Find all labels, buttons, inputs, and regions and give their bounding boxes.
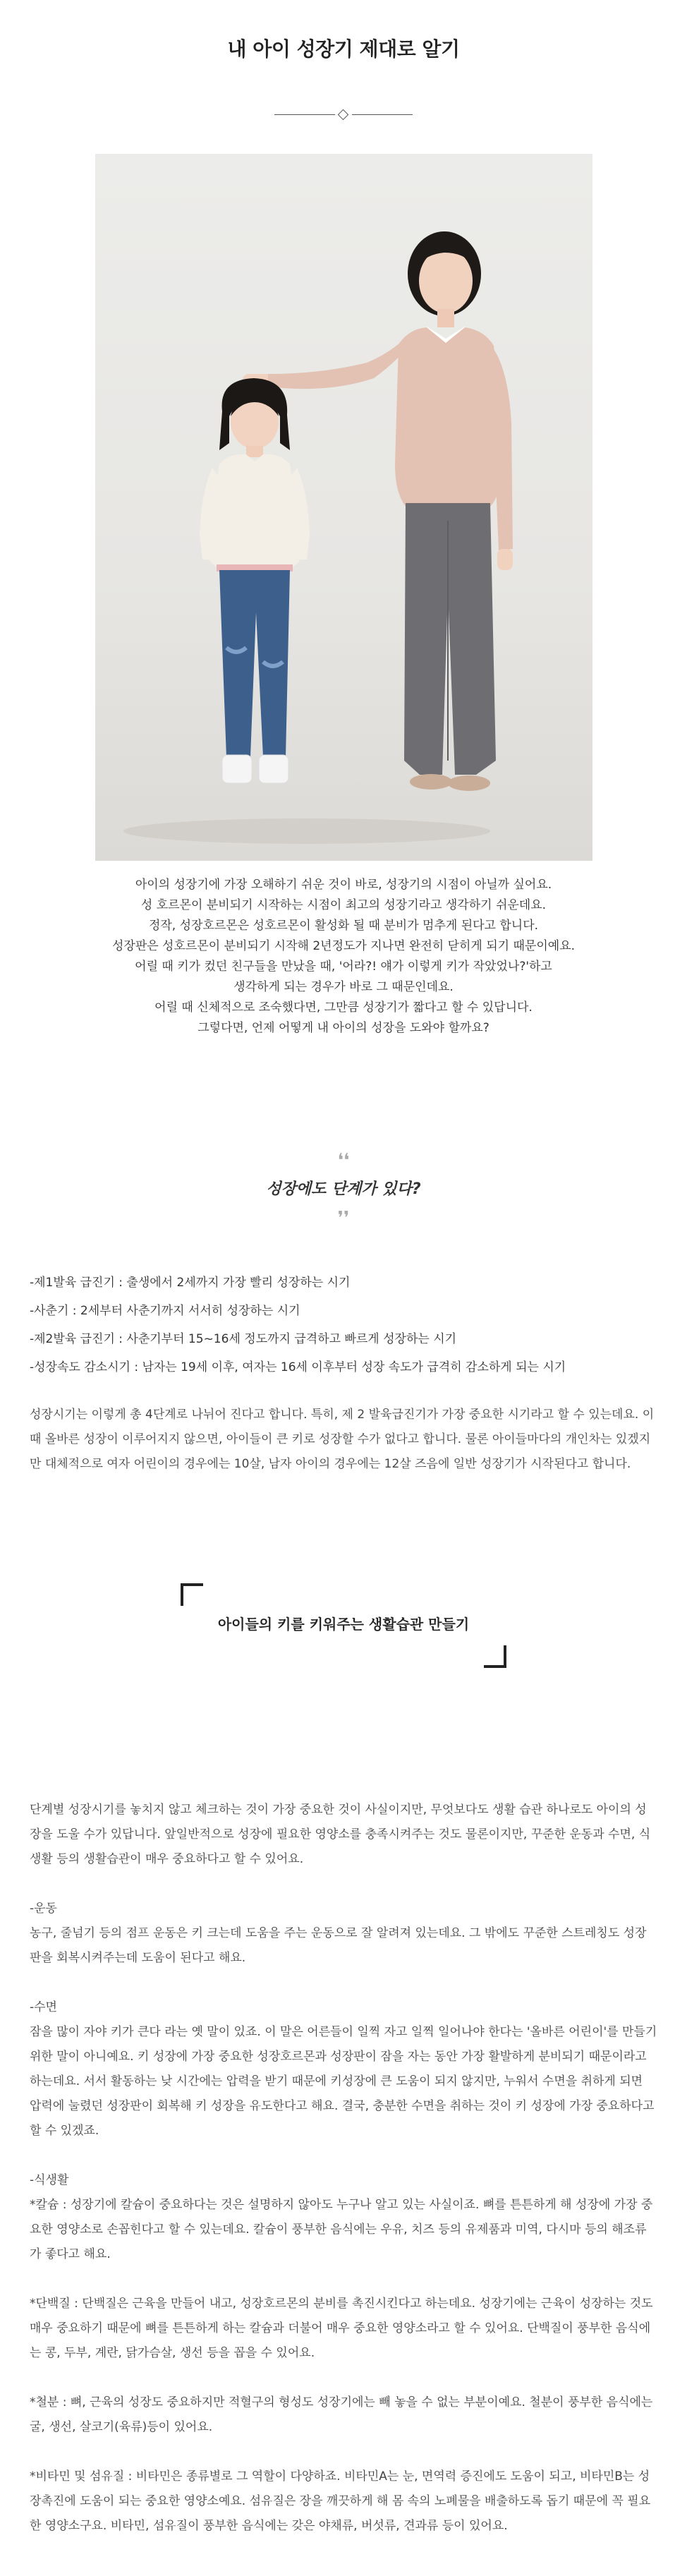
diet-protein-block — [30, 2292, 657, 2366]
child-figure — [200, 378, 310, 783]
exercise-block — [30, 1897, 657, 1971]
list-item: -성장속도 감소시기 : 남자는 19세 이후, 여자는 16세 이후부터 성장 속도가 급격히 감소하게 되는 시기 — [30, 1360, 566, 1374]
intro-line: 그렇다면, 언제 어떻게 내 아이의 성장을 도와야 할까요? — [197, 1021, 490, 1035]
section-heading-box — [181, 1583, 506, 1668]
block-label: -식생활 — [30, 2173, 69, 2187]
section-heading-growth-stages: 성장에도 단계가 있다? — [266, 1180, 421, 1198]
divider-line-right — [352, 114, 413, 115]
paragraph: *칼슘 : 성장기에 칼슘이 중요하다는 것은 설명하지 않아도 누구나 알고 있는 사실이죠. 뼈를 튼튼하게 해 성장에 가장 중요한 영양소로 손꼽힌다고 할 수 있는데요. 칼슘이 풍부한 음식에는 우유, 치즈 등의 유제품과 미역, 다시마 등의 해조류가 좋다고 해요. — [30, 2198, 653, 2261]
intro-line: 정작, 성장호르몬은 성호르몬이 활성화 될 때 분비가 멈추게 된다고 합니다. — [148, 919, 539, 933]
block-label: -수면 — [30, 2000, 57, 2014]
photo-illustration — [95, 154, 592, 861]
intro-line: 어릴 때 키가 컸던 친구들을 만났을 때, '어라?! 얘가 이렇게 키가 작았었나?'하고 — [135, 960, 552, 974]
divider-diamond-icon — [338, 109, 349, 121]
stages-paragraph: 성장시기는 이렇게 총 4단계로 나뉘어 진다고 합니다. 특히, 제 2 발육급진기가 가장 중요한 시기라고 할 수 있는데요. 이 때 올바른 성장이 이루어지지 않으면, 아이들이 큰 키로 성장할 수가 없다고 합니다. 물론 아이들마다의 개인차는 있겠지만 대체적으로 여자 어린이의 경우에는 10살, 남자 아이의 경우에는 12살 즈음에 일반 성장기가 시작된다고 합니다. — [30, 1408, 655, 1471]
list-item: -사춘기 : 2세부터 사춘기까지 서서히 성장하는 시기 — [30, 1304, 300, 1318]
paragraph: *비타민 및 섬유질 : 비타민은 종류별로 그 역할이 다양하죠. 비타민A는 눈, 면역력 증진에도 도움이 되고, 비타민B는 성장촉진에 도움이 되는 중요한 영양소예요. 섬유질은 장을 깨끗하게 해 몸 속의 노폐물을 배출하도록 돕기 때문에 꼭 필요한 영양소구요. 비타민, 섬유질이 풍부한 음식에는 갖은 야채류, 버섯류, 견과류 등이 있어요. — [30, 2469, 651, 2533]
section-heading-habits: 아이들의 키를 키워주는 생활습관 만들기 — [217, 1616, 470, 1633]
mother-child-photo — [95, 154, 592, 861]
intro-text — [42, 875, 645, 1039]
paragraph: 농구, 줄넘기 등의 점프 운동은 키 크는데 도움을 주는 운동으로 잘 알려져 있는데요. 그 밖에도 꾸준한 스트레칭도 성장판을 회복시켜주는데 도움이 된다고 해요. — [30, 1926, 647, 1965]
intro-line: 어릴 때 신체적으로 조숙했다면, 그만큼 성장기가 짧다고 할 수 있답니다. — [154, 1000, 533, 1015]
floor-shadow — [123, 818, 490, 844]
paragraph: 잠을 많이 자야 키가 큰다 라는 옛 말이 있죠. 이 말은 어른들이 일찍 자고 일찍 일어나야 한다는 '올바른 어린이'를 만들기 위한 말이 아니예요. 키 성장에 가장 중요한 성장호르몬과 성장판이 잠을 자는 동안 가장 활발하게 분비되기 때문이라고 하는데요. 서서 활동하는 낮 시간에는 압력을 받기 때문에 키성장에 큰 도움이 되지 않지만, 누워서 수면을 취하게 되면 압력에 눌렸던 성장판이 회복해 키 성장을 유도한다고 해요. 결국, 충분한 수면을 취하는 것이 키 성장에 가장 중요하다고 할 수 있겠죠. — [30, 2025, 657, 2138]
quote-close-icon: ❜❜ — [337, 1208, 350, 1229]
paragraph: *철분 : 뼈, 근육의 성장도 중요하지만 적혈구의 형성도 성장기에는 빼 놓을 수 없는 부분이예요. 철분이 풍부한 음식에는 굴, 생선, 살코기(육류)등이 있어요. — [30, 2395, 653, 2434]
page-title: 내 아이 성장기 제대로 알기 — [227, 37, 460, 61]
intro-line: 성 호르몬이 분비되기 시작하는 시점이 최고의 성장기라고 생각하기 쉬운데요. — [140, 898, 547, 912]
title-divider — [274, 110, 413, 120]
paragraph: *단백질 : 단백질은 근육을 만들어 내고, 성장호르몬의 분비를 촉진시킨다고 하는데요. 성장기에는 근육이 성장하는 것도 매우 중요하기 때문에 뼈를 튼튼하게 하는 칼슘과 더불어 매우 중요한 영양소라고 할 수 있어요. 단백질이 풍부한 음식에는 콩, 두부, 계란, 닭가슴살, 생선 등을 꼽을 수 있어요. — [30, 2297, 653, 2360]
intro-line: 아이의 성장기에 가장 오해하기 쉬운 것이 바로, 성장기의 시점이 아닐까 싶어요. — [135, 878, 552, 892]
growth-stages-list — [30, 1269, 664, 1381]
bracket-bottom-right-icon — [484, 1645, 506, 1668]
quote-open-icon: ❛❛ — [337, 1150, 350, 1171]
intro-line: 성장판은 성호르몬이 분비되기 시작해 2년정도가 지나면 완전히 닫히게 되기 때문이예요. — [111, 939, 576, 953]
diet-iron-block — [30, 2390, 657, 2440]
intro-line: 생각하게 되는 경우가 바로 그 때문인데요. — [233, 980, 454, 994]
habits-body — [30, 1798, 657, 2563]
bracket-top-left-icon — [181, 1583, 203, 1606]
divider-line-left — [274, 114, 335, 115]
diet-vitamin-block — [30, 2465, 657, 2539]
diet-calcium-block — [30, 2168, 657, 2267]
list-item: -제1발육 급진기 : 출생에서 2세까지 가장 빨리 성장하는 시기 — [30, 1276, 351, 1290]
sleep-block — [30, 1995, 657, 2143]
paragraph: 단계별 성장시기를 놓치지 않고 체크하는 것이 가장 중요한 것이 사실이지만, 무엇보다도 생활 습관 하나로도 아이의 성장을 도울 수가 있답니다. 앞일반적으로 성장에 필요한 영양소를 충족시켜주는 것도 물론이지만, 꾸준한 운동과 수면, 식생활 등의 생활습관이 매우 중요하다고 할 수 있어요. — [30, 1803, 651, 1866]
list-item: -제2발육 급진기 : 사춘기부터 15~16세 정도까지 급격하고 빠르게 성장하는 시기 — [30, 1332, 457, 1346]
habits-intro-block — [30, 1798, 657, 1872]
block-label: -운동 — [30, 1901, 57, 1916]
